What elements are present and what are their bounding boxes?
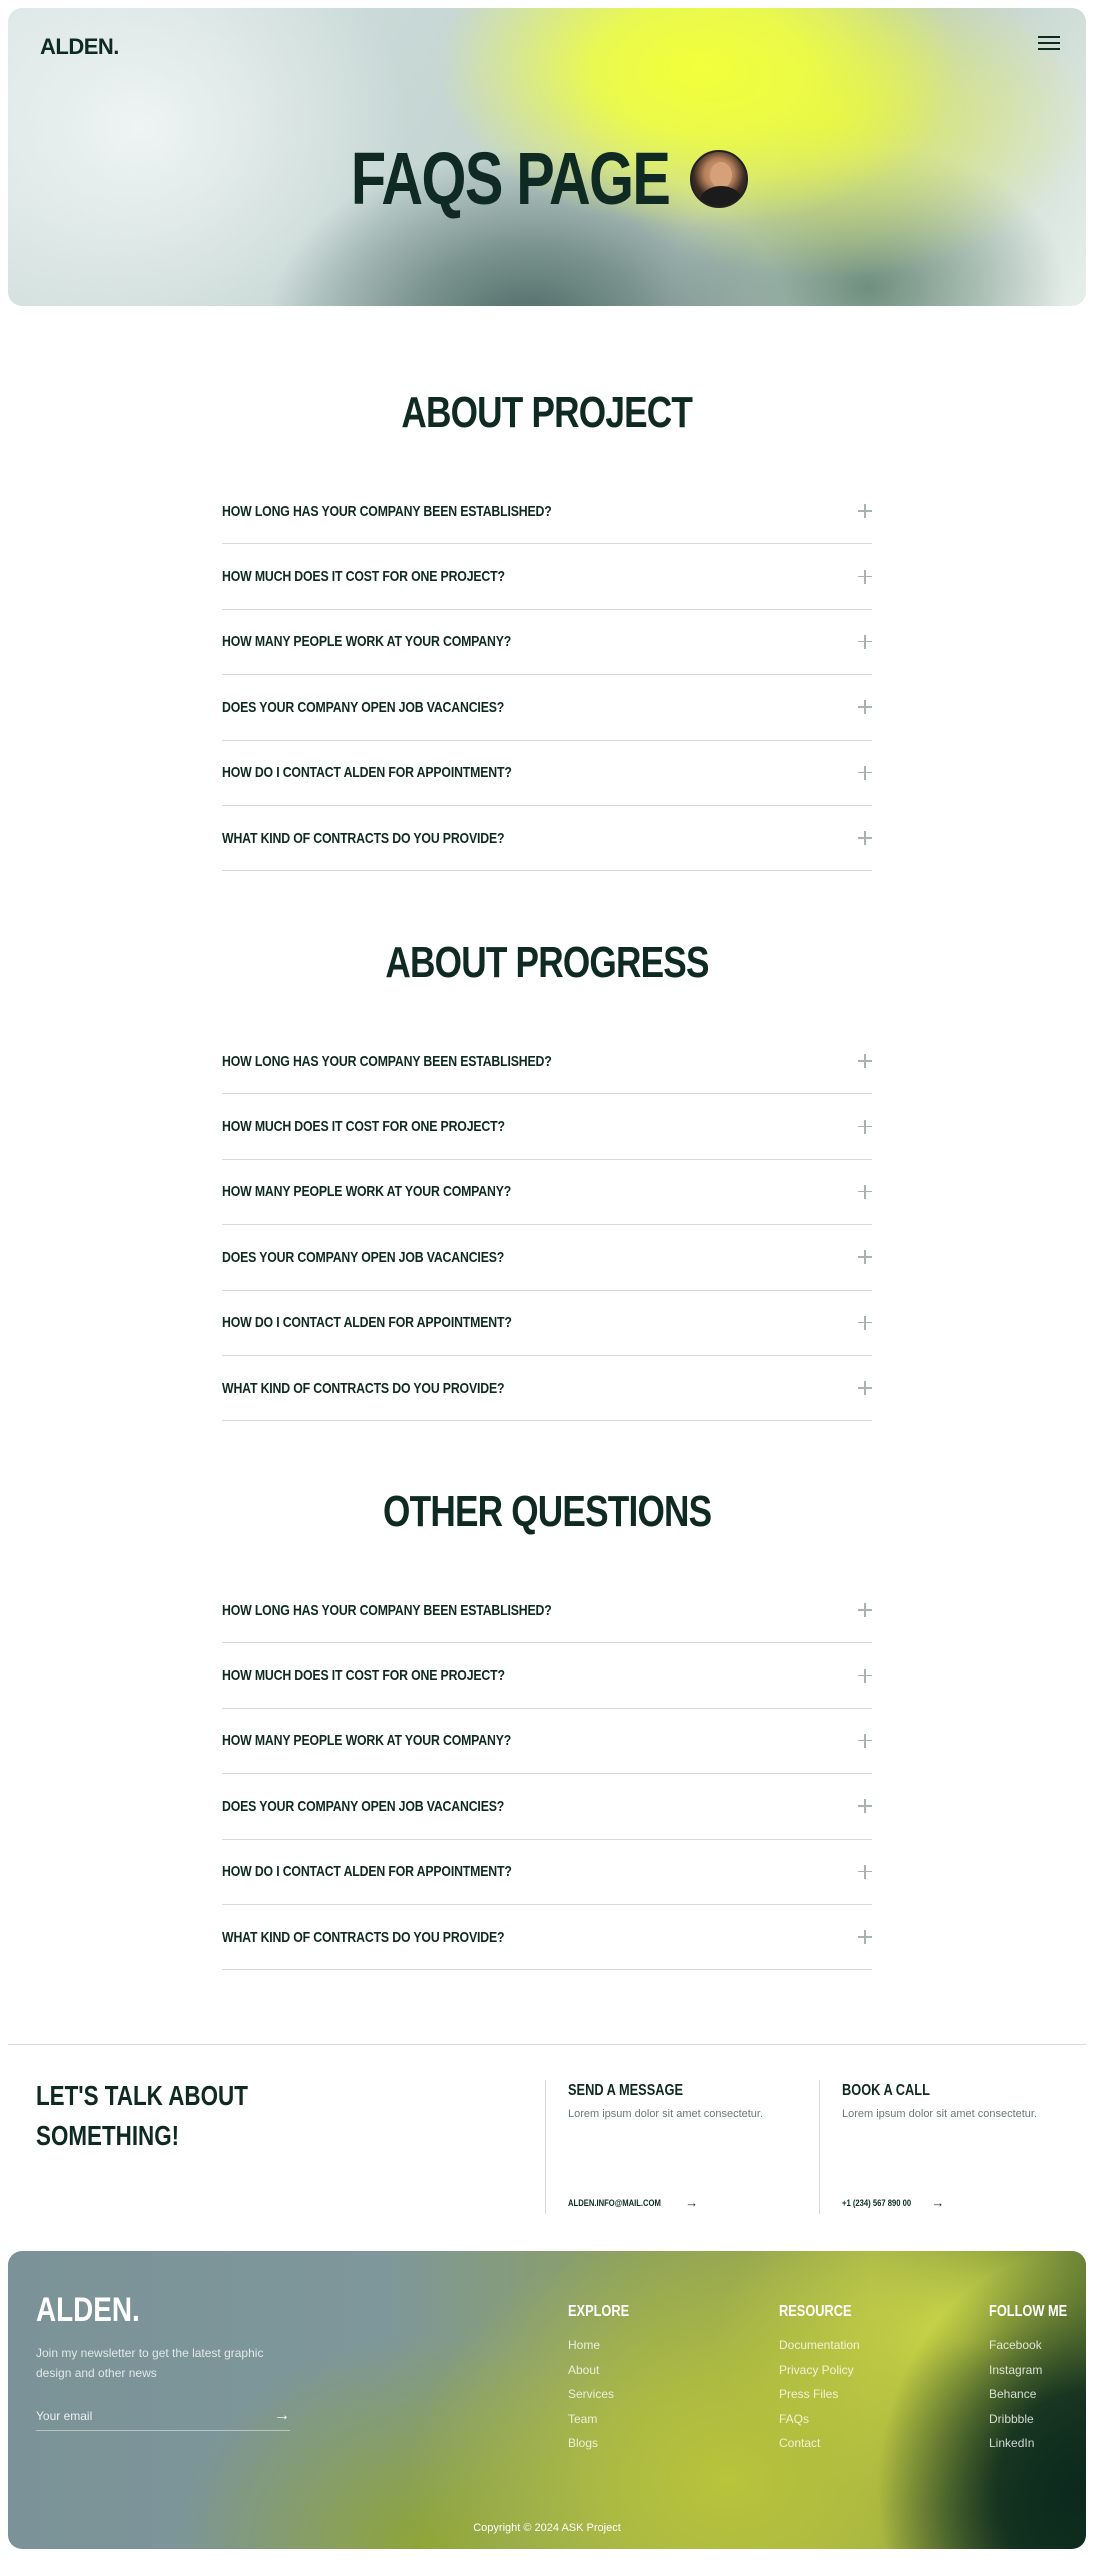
phone-link[interactable]: +1 (234) 567 890 00 →: [842, 2195, 945, 2210]
faq-item[interactable]: [222, 544, 872, 609]
plus-icon[interactable]: [858, 1669, 872, 1683]
plus-icon[interactable]: [858, 831, 872, 845]
plus-icon[interactable]: [858, 766, 872, 780]
plus-icon[interactable]: [858, 570, 872, 584]
faq-item[interactable]: [222, 1905, 872, 1970]
faq-question: HOW LONG HAS YOUR COMPANY BEEN ESTABLISHED?: [222, 502, 552, 520]
faq-question: HOW LONG HAS YOUR COMPANY BEEN ESTABLISHED?: [222, 1601, 552, 1619]
footer-link-services[interactable]: Services: [568, 2387, 615, 2401]
send-message-title: SEND A MESSAGE: [568, 2082, 683, 2099]
faq-item[interactable]: [222, 1643, 872, 1708]
book-call-block: [819, 2080, 1093, 2214]
footer-column-follow: [989, 2303, 1086, 2456]
footer-link-faqs[interactable]: FAQs: [779, 2411, 810, 2426]
footer-link-dribbble[interactable]: Dribbble: [989, 2411, 1034, 2426]
send-message-block: [545, 2080, 819, 2214]
footer-column-resource: [779, 2303, 870, 2456]
faq-question: WHAT KIND OF CONTRACTS DO YOU PROVIDE?: [222, 1928, 505, 1946]
plus-icon[interactable]: [858, 1250, 872, 1264]
faq-item[interactable]: [222, 1291, 872, 1356]
faq-question: HOW DO I CONTACT ALDEN FOR APPOINTMENT?: [222, 764, 512, 782]
email-field[interactable]: [36, 2409, 236, 2423]
faq-item[interactable]: [222, 1774, 872, 1839]
footer-column-title: EXPLORE: [568, 2303, 630, 2320]
faq-question: DOES YOUR COMPANY OPEN JOB VACANCIES?: [222, 1797, 505, 1815]
faq-item[interactable]: [222, 1160, 872, 1225]
plus-icon[interactable]: [858, 1381, 872, 1395]
contact-heading: LET'S TALK ABOUT SOMETHING!: [36, 2080, 248, 2151]
plus-icon[interactable]: [858, 700, 872, 714]
hero-banner: [8, 8, 1086, 306]
footer-link-blogs[interactable]: Blogs: [568, 2436, 599, 2450]
faq-question: HOW MUCH DOES IT COST FOR ONE PROJECT?: [222, 1118, 505, 1136]
footer-logo[interactable]: ALDEN.: [36, 2291, 140, 2329]
faq-question: HOW DO I CONTACT ALDEN FOR APPOINTMENT?: [222, 1863, 512, 1881]
plus-icon[interactable]: [858, 1865, 872, 1879]
footer-column-title: RESOURCE: [779, 2303, 852, 2320]
plus-icon[interactable]: [858, 1316, 872, 1330]
faq-item[interactable]: [222, 1225, 872, 1290]
arrow-right-icon: →: [685, 2195, 699, 2210]
faq-item[interactable]: [222, 741, 872, 806]
newsletter-form: [36, 2401, 290, 2431]
faq-question: DOES YOUR COMPANY OPEN JOB VACANCIES?: [222, 698, 505, 716]
faq-item[interactable]: [222, 1709, 872, 1774]
footer-link-about[interactable]: About: [568, 2362, 600, 2377]
page-title: FAQS PAGE: [350, 137, 670, 220]
faq-list-about-progress: [222, 1029, 872, 1421]
faq-item[interactable]: [222, 479, 872, 544]
footer-column-title: FOLLOW ME: [989, 2303, 1068, 2320]
plus-icon[interactable]: [858, 1799, 872, 1813]
faq-question: HOW MUCH DOES IT COST FOR ONE PROJECT?: [222, 1667, 505, 1685]
faq-question: HOW DO I CONTACT ALDEN FOR APPOINTMENT?: [222, 1314, 512, 1332]
section-title-about-progress: ABOUT PROGRESS: [385, 938, 709, 987]
faq-question: WHAT KIND OF CONTRACTS DO YOU PROVIDE?: [222, 1379, 505, 1397]
faq-question: HOW MUCH DOES IT COST FOR ONE PROJECT?: [222, 568, 505, 586]
footer-link-linkedin[interactable]: LinkedIn: [989, 2436, 1035, 2450]
faq-question: HOW MANY PEOPLE WORK AT YOUR COMPANY?: [222, 633, 512, 651]
plus-icon[interactable]: [858, 635, 872, 649]
section-title-about-project: ABOUT PROJECT: [401, 388, 693, 437]
faq-item[interactable]: [222, 610, 872, 675]
plus-icon[interactable]: [858, 1734, 872, 1748]
site-logo[interactable]: ALDEN.: [40, 34, 119, 59]
plus-icon[interactable]: [858, 1054, 872, 1068]
faq-item[interactable]: [222, 806, 872, 871]
newsletter-text: Join my newsletter to get the latest graphic design and other news: [36, 2346, 264, 2380]
footer-link-privacy-policy[interactable]: Privacy Policy: [779, 2362, 854, 2377]
book-call-title: BOOK A CALL: [842, 2082, 930, 2099]
arrow-right-icon[interactable]: →: [274, 2406, 290, 2424]
book-call-text: Lorem ipsum dolor sit amet consectetur.: [842, 2108, 1038, 2120]
faq-question: WHAT KIND OF CONTRACTS DO YOU PROVIDE?: [222, 829, 505, 847]
footer-link-behance[interactable]: Behance: [989, 2387, 1037, 2401]
faq-item[interactable]: [222, 1840, 872, 1905]
faq-list-other-questions: [222, 1578, 872, 1970]
faq-question: HOW MANY PEOPLE WORK AT YOUR COMPANY?: [222, 1183, 512, 1201]
footer: [8, 2251, 1086, 2549]
faq-list-about-project: [222, 479, 872, 871]
copyright: Copyright © 2024 ASK Project: [473, 2522, 621, 2534]
footer-link-home[interactable]: Home: [568, 2338, 601, 2352]
faq-question: DOES YOUR COMPANY OPEN JOB VACANCIES?: [222, 1248, 505, 1266]
faq-item[interactable]: [222, 1578, 872, 1643]
plus-icon[interactable]: [858, 504, 872, 518]
faq-item[interactable]: [222, 1029, 872, 1094]
plus-icon[interactable]: [858, 1603, 872, 1617]
section-title-other-questions: OTHER QUESTIONS: [382, 1487, 712, 1536]
page-title-wrapper: [8, 136, 1086, 221]
footer-link-facebook[interactable]: Facebook: [989, 2338, 1042, 2352]
send-message-text: Lorem ipsum dolor sit amet consectetur.: [568, 2108, 764, 2120]
arrow-right-icon: →: [931, 2195, 945, 2210]
faq-item[interactable]: [222, 1356, 872, 1421]
avatar: [690, 150, 748, 208]
section-divider: [8, 2044, 1086, 2045]
footer-link-instagram[interactable]: Instagram: [989, 2362, 1043, 2377]
email-link[interactable]: ALDEN.INFO@MAIL.COM →: [568, 2195, 699, 2210]
footer-link-documentation[interactable]: Documentation: [779, 2338, 860, 2352]
footer-link-press-files[interactable]: Press Files: [779, 2387, 839, 2401]
plus-icon[interactable]: [858, 1185, 872, 1199]
hamburger-menu-icon[interactable]: [1038, 36, 1060, 52]
footer-column-explore: [568, 2303, 644, 2456]
faq-item[interactable]: [222, 675, 872, 740]
plus-icon[interactable]: [858, 1120, 872, 1134]
footer-link-contact[interactable]: Contact: [779, 2436, 821, 2450]
faq-item[interactable]: [222, 1094, 872, 1159]
plus-icon[interactable]: [858, 1930, 872, 1944]
footer-link-team[interactable]: Team: [568, 2411, 598, 2426]
faq-question: HOW MANY PEOPLE WORK AT YOUR COMPANY?: [222, 1732, 512, 1750]
faq-question: HOW LONG HAS YOUR COMPANY BEEN ESTABLISHED?: [222, 1052, 552, 1070]
